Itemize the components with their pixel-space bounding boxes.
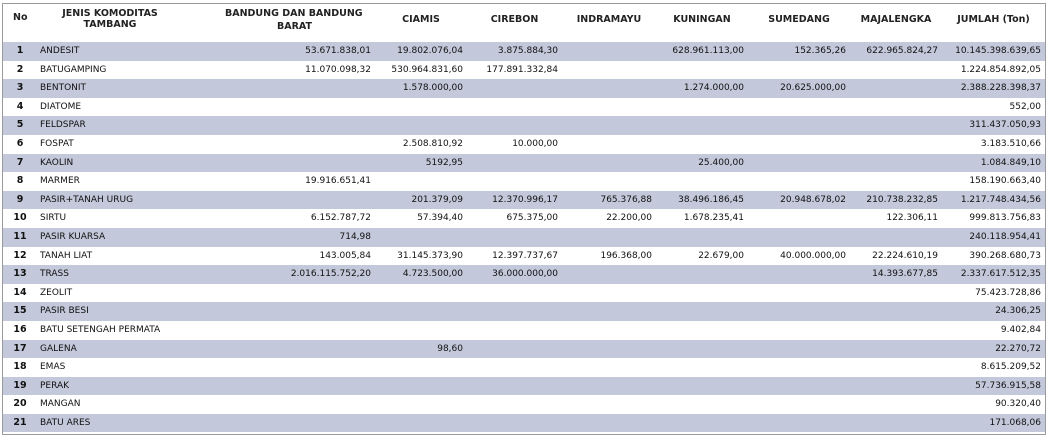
table-row — [3, 302, 1045, 321]
cell-ciamis — [375, 395, 467, 414]
table-row — [3, 135, 1045, 154]
cell-sumedang — [748, 414, 850, 433]
cell-ciamis — [375, 284, 467, 303]
cell-jumlah: 24.306,25 — [995, 306, 1041, 317]
cell-name: PASIR BESI — [40, 306, 89, 317]
cell-ciamis: 4.723.500,00 — [402, 269, 463, 280]
cell-no: 2 — [16, 63, 24, 75]
cell-majalengka — [850, 414, 942, 433]
cell-sumedang — [748, 116, 850, 135]
cell-kuningan — [656, 228, 748, 247]
cell-jumlah: 999.813.756,83 — [969, 213, 1041, 224]
cell-name: EMAS — [40, 362, 66, 373]
table-row — [3, 265, 1045, 284]
cell-bandung — [207, 191, 375, 210]
cell-indramayu — [562, 302, 656, 321]
cell-no: 8 — [16, 175, 24, 187]
cell-sumedang — [748, 358, 850, 377]
cell-cirebon — [467, 321, 562, 340]
cell-jumlah: 240.118.954,41 — [969, 231, 1041, 242]
cell-ciamis: 31.145.373,90 — [397, 250, 463, 261]
cell-name: FELDSPAR — [40, 120, 86, 131]
table-row — [3, 61, 1045, 80]
cell-ciamis — [375, 228, 467, 247]
table-row — [3, 284, 1045, 303]
cell-name: PASIR+TANAH URUG — [40, 194, 134, 205]
cell-name: BATUGAMPING — [40, 64, 107, 75]
cell-kuningan — [656, 340, 748, 359]
cell-cirebon: 10.000,00 — [512, 138, 558, 149]
cell-ciamis — [375, 302, 467, 321]
cell-cirebon — [467, 228, 562, 247]
cell-kuningan — [656, 135, 748, 154]
header-row — [3, 4, 1045, 42]
cell-majalengka — [850, 321, 942, 340]
cell-name: KAOLIN — [40, 157, 74, 168]
cell-jumlah: 1.084.849,10 — [980, 157, 1041, 168]
cell-majalengka — [850, 116, 942, 135]
cell-sumedang — [748, 395, 850, 414]
cell-no: 1 — [16, 45, 24, 56]
cell-kuningan: 22.679,00 — [698, 250, 744, 261]
cell-cirebon: 3.875.884,30 — [497, 46, 558, 56]
cell-name: DIATOME — [40, 101, 82, 112]
cell-cirebon: 177.891.332,84 — [486, 64, 558, 75]
cell-cirebon — [467, 358, 562, 377]
cell-sumedang: 20.948.678,02 — [780, 194, 846, 205]
cell-jumlah: 1.224.854.892,05 — [960, 64, 1041, 75]
cell-bandung — [207, 358, 375, 377]
table-row — [3, 116, 1045, 135]
cell-name: BENTONIT — [40, 83, 87, 94]
cell-no: 3 — [16, 82, 24, 94]
cell-name: TANAH LIAT — [40, 250, 93, 261]
cell-majalengka: 14.393.677,85 — [872, 269, 938, 280]
cell-bandung — [207, 135, 375, 154]
cell-indramayu — [562, 42, 656, 61]
cell-name: ANDESIT — [40, 46, 80, 56]
cell-ciamis: 530.964.831,60 — [391, 64, 463, 75]
cell-indramayu — [562, 284, 656, 303]
cell-majalengka: 622.965.824,27 — [866, 46, 938, 56]
cell-jumlah: 1.217.748.434,56 — [960, 194, 1041, 205]
cell-bandung: 6.152.787,72 — [310, 213, 371, 224]
cell-kuningan: 1.678.235,41 — [683, 213, 744, 224]
cell-ciamis — [375, 321, 467, 340]
cell-jumlah: 9.402,84 — [1000, 324, 1041, 335]
cell-jumlah: 8.615.209,52 — [980, 362, 1041, 373]
table-row — [3, 340, 1045, 359]
header-cirebon: CIREBON — [490, 14, 539, 25]
cell-no: 14 — [13, 286, 27, 298]
cell-kuningan — [656, 358, 748, 377]
cell-bandung: 2.016.115.752,20 — [290, 269, 371, 280]
cell-cirebon: 12.370.996,17 — [492, 194, 558, 205]
cell-cirebon — [467, 302, 562, 321]
cell-name: TRASS — [40, 269, 69, 280]
cell-cirebon — [467, 79, 562, 98]
cell-indramayu — [562, 414, 656, 433]
cell-majalengka — [850, 135, 942, 154]
cell-no: 7 — [16, 156, 24, 168]
cell-jumlah: 75.423.728,86 — [975, 287, 1041, 298]
cell-bandung — [207, 395, 375, 414]
cell-no: 10 — [13, 212, 27, 224]
cell-cirebon — [467, 116, 562, 135]
cell-bandung — [207, 377, 375, 396]
cell-bandung — [207, 79, 375, 98]
cell-jumlah: 90.320,40 — [995, 399, 1041, 410]
cell-sumedang — [748, 172, 850, 191]
cell-no: 19 — [13, 379, 27, 391]
cell-jumlah: 57.736.915,58 — [975, 380, 1041, 391]
cell-name: MANGAN — [40, 399, 81, 410]
cell-indramayu — [562, 395, 656, 414]
cell-ciamis: 19.802.076,04 — [397, 46, 463, 56]
header-bandung-line2: BARAT — [277, 21, 313, 32]
cell-kuningan — [656, 284, 748, 303]
header-bandung — [207, 4, 375, 42]
cell-kuningan: 38.496.186,45 — [678, 194, 744, 205]
cell-no: 9 — [16, 193, 24, 205]
cell-sumedang — [748, 284, 850, 303]
cell-kuningan — [656, 321, 748, 340]
cell-majalengka — [850, 79, 942, 98]
cell-no: 11 — [13, 230, 27, 242]
cell-majalengka — [850, 302, 942, 321]
cell-no: 18 — [13, 361, 27, 373]
cell-ciamis: 5192,95 — [425, 157, 463, 168]
cell-majalengka — [850, 61, 942, 80]
cell-ciamis — [375, 414, 467, 433]
cell-no: 13 — [13, 268, 27, 280]
cell-jumlah: 311.437.050,93 — [969, 120, 1041, 131]
header-komoditas-line2: TAMBANG — [83, 19, 137, 30]
cell-cirebon: 36.000.000,00 — [492, 269, 558, 280]
cell-sumedang: 40.000.000,00 — [780, 250, 846, 261]
cell-ciamis — [375, 377, 467, 396]
cell-cirebon: 675.375,00 — [506, 213, 558, 224]
cell-kuningan — [656, 172, 748, 191]
cell-kuningan — [656, 265, 748, 284]
header-komoditas — [37, 4, 207, 42]
cell-kuningan — [656, 116, 748, 135]
cell-bandung: 143.005,84 — [319, 250, 371, 261]
cell-indramayu — [562, 265, 656, 284]
cell-kuningan: 628.961.113,00 — [672, 46, 744, 56]
cell-indramayu — [562, 79, 656, 98]
cell-jumlah: 158.190.663,40 — [969, 176, 1041, 187]
cell-name: FOSPAT — [40, 138, 74, 149]
cell-cirebon: 12.397.737,67 — [492, 250, 558, 261]
header-majalengka: MAJALENGKA — [860, 14, 932, 25]
cell-majalengka — [850, 98, 942, 117]
cell-cirebon — [467, 395, 562, 414]
cell-majalengka — [850, 340, 942, 359]
cell-jumlah: 2.388.228.398,37 — [960, 83, 1041, 94]
cell-sumedang — [748, 61, 850, 80]
cell-name: BATU ARES — [40, 417, 91, 428]
cell-name: ZEOLIT — [40, 287, 73, 298]
cell-bandung: 19.916.651,41 — [305, 176, 371, 187]
cell-no: 21 — [13, 416, 27, 428]
cell-ciamis — [375, 172, 467, 191]
cell-cirebon — [467, 414, 562, 433]
cell-bandung — [207, 340, 375, 359]
cell-cirebon — [467, 284, 562, 303]
cell-bandung — [207, 116, 375, 135]
table-row — [3, 377, 1045, 396]
cell-cirebon — [467, 172, 562, 191]
cell-kuningan — [656, 61, 748, 80]
cell-sumedang: 152.365,26 — [794, 46, 846, 56]
cell-sumedang — [748, 228, 850, 247]
table-body — [3, 42, 1045, 432]
cell-ciamis — [375, 116, 467, 135]
cell-no: 12 — [13, 249, 27, 261]
table-row — [3, 321, 1045, 340]
cell-indramayu — [562, 321, 656, 340]
cell-cirebon — [467, 340, 562, 359]
cell-indramayu — [562, 116, 656, 135]
cell-bandung — [207, 321, 375, 340]
cell-jumlah: 10.145.398.639,65 — [955, 46, 1041, 56]
cell-bandung — [207, 154, 375, 173]
cell-name: MARMER — [40, 176, 80, 187]
cell-indramayu — [562, 154, 656, 173]
cell-bandung: 714,98 — [339, 231, 371, 242]
cell-indramayu — [562, 172, 656, 191]
cell-majalengka: 122.306,11 — [886, 213, 938, 224]
cell-sumedang — [748, 98, 850, 117]
header-no: No — [13, 12, 28, 23]
cell-bandung — [207, 98, 375, 117]
table-row — [3, 191, 1045, 210]
cell-ciamis: 98,60 — [437, 343, 463, 354]
cell-bandung — [207, 302, 375, 321]
cell-name: BATU SETENGAH PERMATA — [40, 324, 161, 335]
cell-indramayu: 765.376,88 — [600, 194, 652, 205]
commodity-table — [3, 4, 1045, 432]
cell-jumlah: 22.270,72 — [995, 343, 1041, 354]
table-row — [3, 42, 1045, 61]
cell-no: 5 — [16, 119, 24, 131]
table-row — [3, 247, 1045, 266]
cell-cirebon — [467, 154, 562, 173]
cell-majalengka — [850, 172, 942, 191]
header-ciamis: CIAMIS — [402, 14, 440, 25]
cell-majalengka — [850, 284, 942, 303]
table-row — [3, 172, 1045, 191]
cell-jumlah: 390.268.680,73 — [969, 250, 1041, 261]
cell-sumedang — [748, 135, 850, 154]
cell-majalengka — [850, 395, 942, 414]
cell-bandung — [207, 284, 375, 303]
table-row — [3, 358, 1045, 377]
cell-indramayu — [562, 228, 656, 247]
cell-name: PASIR KUARSA — [40, 231, 106, 242]
cell-sumedang — [748, 321, 850, 340]
cell-cirebon — [467, 377, 562, 396]
cell-indramayu — [562, 135, 656, 154]
header-sumedang: SUMEDANG — [768, 14, 830, 25]
cell-cirebon — [467, 98, 562, 117]
cell-ciamis: 2.508.810,92 — [402, 138, 463, 149]
header-jumlah: JUMLAH (Ton) — [957, 14, 1030, 25]
table-row — [3, 395, 1045, 414]
table-row — [3, 414, 1045, 433]
cell-ciamis: 201.379,09 — [411, 194, 463, 205]
cell-no: 15 — [13, 305, 27, 317]
header-kuningan: KUNINGAN — [673, 14, 731, 25]
cell-no: 4 — [16, 100, 24, 112]
cell-bandung: 11.070.098,32 — [305, 64, 371, 75]
cell-sumedang — [748, 154, 850, 173]
cell-majalengka: 210.738.232,85 — [866, 194, 938, 205]
cell-kuningan — [656, 377, 748, 396]
cell-bandung — [207, 414, 375, 433]
cell-sumedang — [748, 209, 850, 228]
cell-no: 16 — [13, 323, 27, 335]
cell-indramayu — [562, 377, 656, 396]
cell-kuningan — [656, 302, 748, 321]
cell-jumlah: 552,00 — [1009, 101, 1041, 112]
cell-indramayu: 196.368,00 — [600, 250, 652, 261]
header-komoditas-line1: JENIS KOMODITAS — [62, 8, 158, 19]
cell-kuningan — [656, 395, 748, 414]
table-row — [3, 154, 1045, 173]
cell-name: PERAK — [40, 380, 70, 391]
cell-ciamis — [375, 98, 467, 117]
cell-name: GALENA — [40, 343, 77, 354]
cell-majalengka — [850, 358, 942, 377]
cell-kuningan: 1.274.000,00 — [683, 83, 744, 94]
cell-ciamis: 57.394,40 — [417, 213, 463, 224]
cell-jumlah: 171.068,06 — [989, 417, 1041, 428]
cell-sumedang — [748, 265, 850, 284]
cell-majalengka — [850, 377, 942, 396]
cell-sumedang: 20.625.000,00 — [780, 83, 846, 94]
cell-sumedang — [748, 340, 850, 359]
cell-majalengka — [850, 228, 942, 247]
cell-kuningan — [656, 98, 748, 117]
cell-indramayu — [562, 61, 656, 80]
cell-no: 20 — [13, 398, 27, 410]
cell-indramayu — [562, 358, 656, 377]
cell-jumlah: 2.337.617.512,35 — [960, 269, 1041, 280]
table-row — [3, 79, 1045, 98]
cell-sumedang — [748, 377, 850, 396]
cell-indramayu — [562, 98, 656, 117]
cell-indramayu — [562, 340, 656, 359]
cell-majalengka: 22.224.610,19 — [872, 250, 938, 261]
cell-indramayu: 22.200,00 — [606, 213, 652, 224]
cell-no: 6 — [16, 137, 24, 149]
cell-majalengka — [850, 154, 942, 173]
cell-bandung: 53.671.838,01 — [305, 46, 371, 56]
cell-jumlah: 3.183.510,66 — [980, 138, 1041, 149]
cell-ciamis: 1.578.000,00 — [402, 83, 463, 94]
cell-no: 17 — [13, 342, 27, 354]
cell-kuningan: 25.400,00 — [698, 157, 744, 168]
cell-sumedang — [748, 302, 850, 321]
header-bandung-line1: BANDUNG DAN BANDUNG — [225, 8, 363, 19]
table-row — [3, 228, 1045, 247]
cell-name: SIRTU — [40, 213, 67, 224]
header-indramayu: INDRAMAYU — [576, 14, 642, 25]
table-row — [3, 209, 1045, 228]
cell-ciamis — [375, 358, 467, 377]
cell-kuningan — [656, 414, 748, 433]
table-row — [3, 98, 1045, 117]
